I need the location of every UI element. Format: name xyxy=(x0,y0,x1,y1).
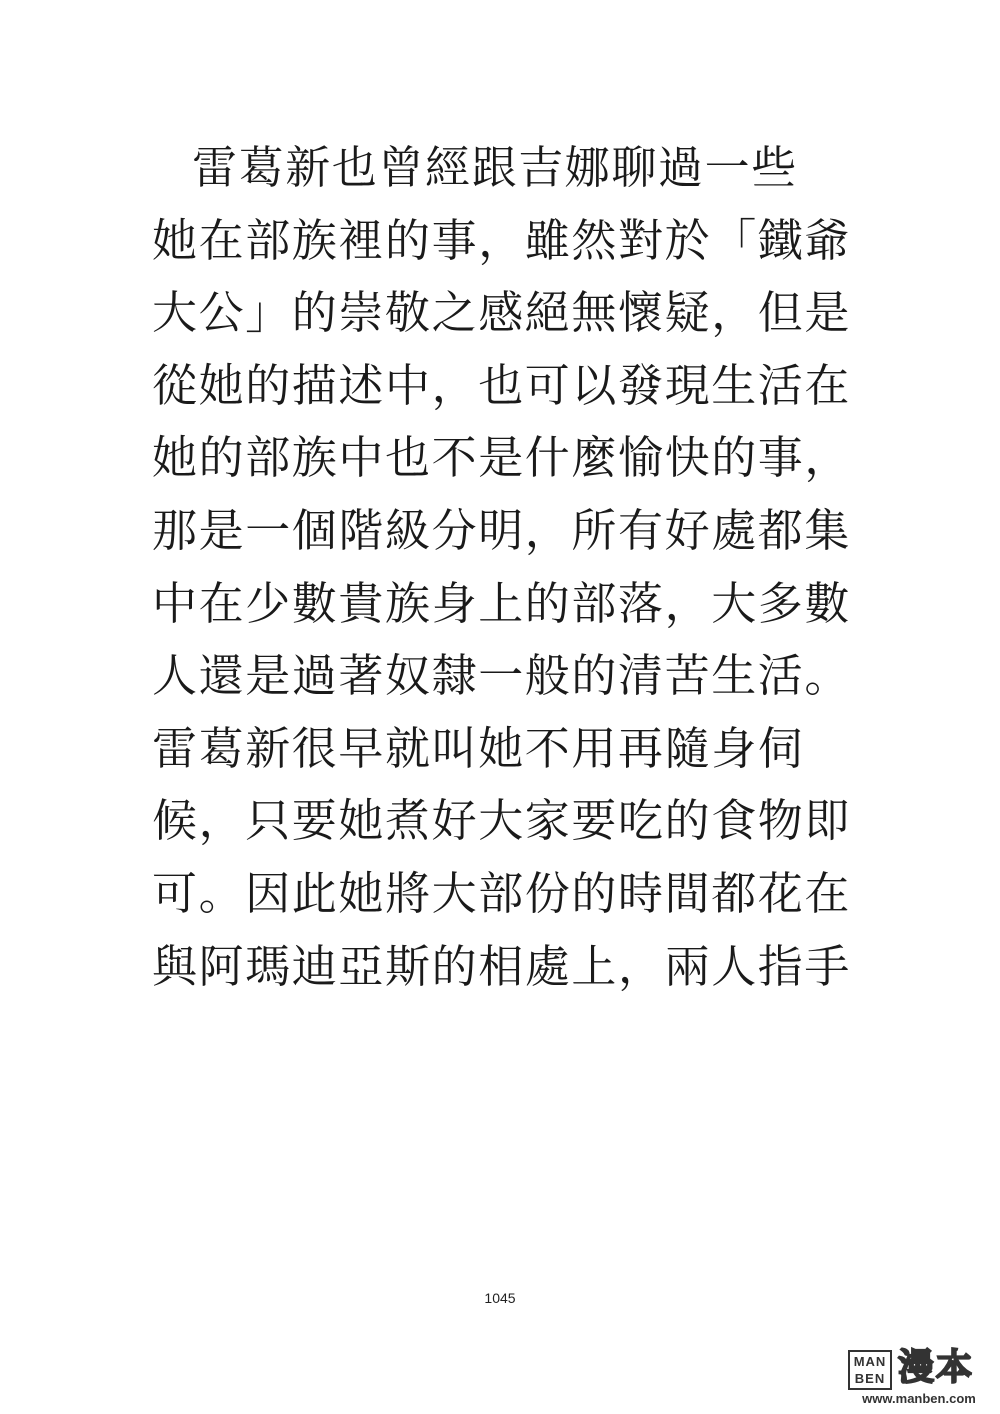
text-line: 她在部族裡的事，雖然對於「鐵爺 xyxy=(152,213,852,267)
text-line: 雷葛新也曾經跟吉娜聊過一些 xyxy=(192,141,798,194)
watermark-title: 漫本 xyxy=(898,1347,975,1388)
watermark-logo-box xyxy=(848,1350,892,1390)
manben-watermark xyxy=(848,1346,990,1406)
text-line: 可。因此她將大部份的時間都花在 xyxy=(152,866,852,920)
body-text xyxy=(152,132,852,1003)
page-number: 1045 xyxy=(484,1290,516,1306)
watermark-logo-bottom: BEN xyxy=(854,1371,886,1386)
text-line: 與阿瑪迪亞斯的相處上，兩人指手 xyxy=(152,939,852,993)
text-line: 大公」的崇敬之感絕無懷疑，但是 xyxy=(152,286,852,340)
text-line: 中在少數貴族身上的部落，大多數 xyxy=(152,576,852,630)
text-line: 候，只要她煮好大家要吃的食物即 xyxy=(152,794,852,848)
watermark-logo-top: MAN xyxy=(853,1354,887,1369)
text-line: 那是一個階級分明，所有好處都集 xyxy=(152,503,852,557)
text-line: 雷葛新很早就叫她不用再隨身伺 xyxy=(152,721,805,775)
watermark-url: www.manben.com xyxy=(862,1391,976,1406)
text-line: 她的部族中也不是什麼愉快的事， xyxy=(152,431,852,485)
text-line: 從她的描述中，也可以發現生活在 xyxy=(152,358,852,412)
text-line: 人還是過著奴隸一般的清苦生活。 xyxy=(152,649,852,703)
